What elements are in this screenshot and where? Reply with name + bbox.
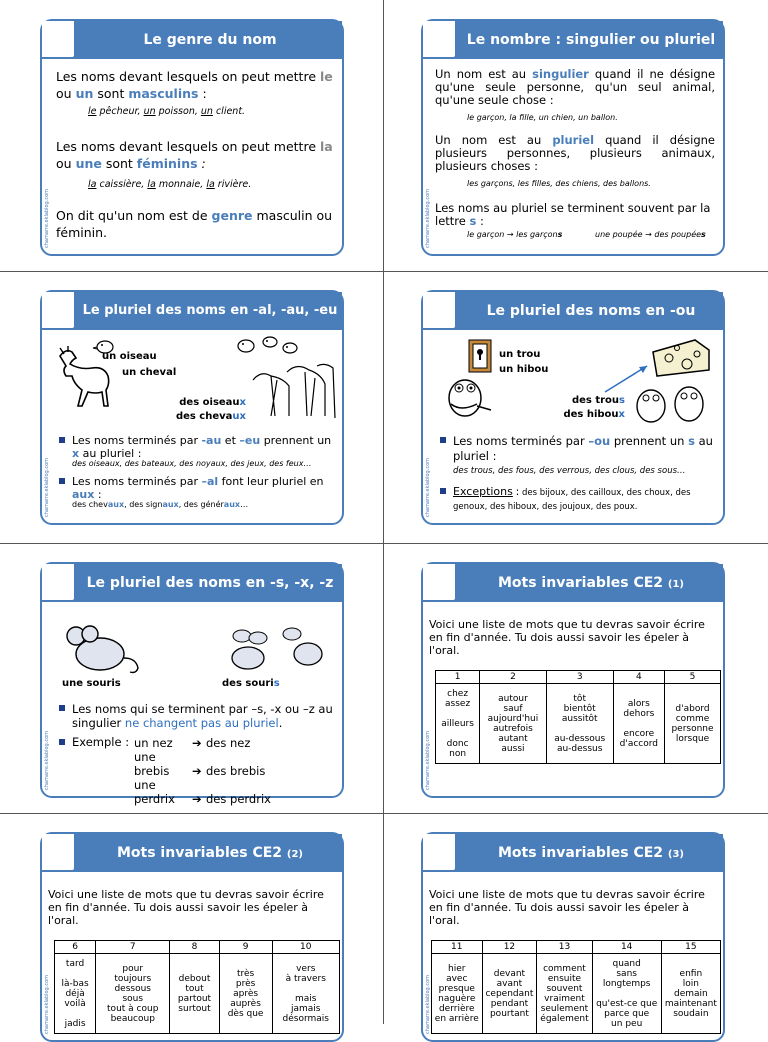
intro-text: Voici une liste de mots que tu devras savoir écrire en fin d'année. Tu dois aussi savoir les épeler à l'oral. <box>429 618 705 657</box>
table-header-row <box>55 941 340 954</box>
exceptions-ou: Exceptions : des bijoux, des cailloux, des choux, des genoux, des hiboux, des joujoux, des poux. <box>453 485 715 514</box>
watermark: chamarre.eklablog.com <box>44 189 50 248</box>
card-nombre <box>421 19 725 256</box>
example-s-2: une poupée → des poupées <box>595 230 706 239</box>
card-body <box>42 604 342 806</box>
card-body <box>423 604 723 796</box>
table-header: 15 <box>661 941 720 954</box>
grid-divider-row1 <box>0 271 768 272</box>
table-cell: debout tout partout surtout <box>170 954 219 1034</box>
table-cell: hier avec presque naguère derrière en arrière <box>432 954 483 1034</box>
words-table <box>431 940 721 1034</box>
card-pluriel-ou <box>421 290 725 525</box>
card-pluriel-al-au-eu <box>40 290 344 525</box>
card-mots-invariables-2 <box>40 832 344 1042</box>
table-header: 14 <box>592 941 661 954</box>
watermark: chamarre.eklablog.com <box>44 731 50 790</box>
table-cell: très près après auprès dès que <box>219 954 272 1034</box>
rule-feminin: Les noms devant lesquels on peut mettre la ou une sont féminins : <box>56 139 333 171</box>
table-header: 12 <box>482 941 537 954</box>
table-cell: pour toujours dessous sous tout à coup beaucoup <box>96 954 170 1034</box>
table-row <box>432 954 721 1034</box>
label-un-cheval: un cheval <box>122 367 177 378</box>
label-un-oiseau: un oiseau <box>102 351 157 362</box>
watermark: chamarre.eklablog.com <box>44 458 50 517</box>
label-une-souris: une souris <box>62 678 121 689</box>
table-header: 7 <box>96 941 170 954</box>
table-header: 2 <box>480 671 546 684</box>
grid-divider-row2 <box>0 543 768 544</box>
card-body <box>42 332 342 523</box>
watermark: chamarre.eklablog.com <box>425 458 431 517</box>
owls-icon <box>629 384 713 424</box>
table-cell: chez assez ailleurs donc non <box>436 684 480 764</box>
table-row <box>55 954 340 1034</box>
card-tab <box>42 564 76 602</box>
words-table <box>54 940 340 1034</box>
rule-ou: Les noms terminés par –ou prennent un s au pluriel : <box>453 434 715 464</box>
example-row: une perdrix ➔ des perdrix <box>134 778 271 806</box>
example-row: un nez ➔ des nez <box>134 736 251 750</box>
table-header: 9 <box>219 941 272 954</box>
card-tab <box>423 21 457 59</box>
table-cell: alors dehors encore d'accord <box>613 684 664 764</box>
table-header-row <box>432 941 721 954</box>
card-title: Le pluriel des noms en -ou <box>486 303 696 319</box>
table-header: 4 <box>613 671 664 684</box>
example-al: des chevaux, des signaux, des généraux… <box>72 500 249 509</box>
card-genre-du-nom <box>40 19 344 256</box>
card-mots-invariables-3 <box>421 832 725 1042</box>
rule-singulier: Un nom est au singulier quand il ne désigne qu'une seule personne, qu'un seul animal, qu'une seule chose : <box>435 67 716 107</box>
cheese-icon <box>649 336 713 378</box>
example-ou: des trous, des fous, des verrous, des clous, des sous… <box>453 466 686 476</box>
card-tab <box>42 834 76 872</box>
table-cell: vers à travers mais jamais désormais <box>272 954 339 1034</box>
words-table <box>435 670 721 764</box>
table-cell: enfin loin demain maintenant soudain <box>661 954 720 1034</box>
horses-icon <box>247 360 339 420</box>
label-un-hibou: un hibou <box>499 364 549 375</box>
example-label: Exemple : <box>72 736 152 749</box>
rule-lettre-s: Les noms au pluriel se terminent souvent par la lettre s : <box>435 201 711 228</box>
example-list <box>134 736 271 806</box>
example-s-1: le garçon → les garçons <box>467 230 563 239</box>
card-tab <box>423 292 457 330</box>
table-cell: autour sauf aujourd'hui autrefois autant aussi <box>480 684 546 764</box>
table-header: 3 <box>546 671 613 684</box>
example-au-eu: des oiseaux, des bateaux, des noyaux, des jeux, des feux… <box>72 459 312 468</box>
card-body <box>42 874 342 1040</box>
card-body <box>42 61 342 254</box>
rule-genre: On dit qu'un nom est de genre masculin ou féminin. <box>56 208 333 240</box>
rule-au-eu: Les noms terminés par -au et –eu prennent un x au pluriel : <box>72 434 334 460</box>
table-cell: devant avant cependant pendant pourtant <box>482 954 537 1034</box>
table-cell: tôt bientôt aussitôt au-dessous au-dessus <box>546 684 613 764</box>
rule-s-x-z: Les noms qui se terminent par –s, -x ou –z au singulier ne changent pas au pluriel. <box>72 702 333 730</box>
card-title: Le pluriel des noms en -al, -au, -eu <box>82 303 338 318</box>
card-body <box>423 332 723 523</box>
card-mots-invariables-1 <box>421 562 725 798</box>
card-title: Le genre du nom <box>143 32 277 48</box>
mice-icon <box>220 626 330 676</box>
table-cell: comment ensuite souvent vraiment seulement également <box>537 954 592 1034</box>
card-tab <box>423 564 457 602</box>
table-header: 11 <box>432 941 483 954</box>
label-des-hiboux: des hiboux <box>563 409 625 420</box>
example-masculin: le pêcheur, un poisson, un client. <box>88 106 246 117</box>
table-header: 13 <box>537 941 592 954</box>
label-des-oiseaux: des oiseaux <box>179 397 246 408</box>
grid-divider-row3 <box>0 813 768 814</box>
card-title: Le pluriel des noms en -s, -x, -z <box>86 575 334 591</box>
example-feminin: la caissière, la monnaie, la rivière. <box>88 179 252 190</box>
table-row <box>436 684 721 764</box>
table-cell: quand sans longtemps qu'est-ce que parce que un peu <box>592 954 661 1034</box>
example-row: une brebis ➔ des brebis <box>134 750 266 778</box>
watermark: chamarre.eklablog.com <box>425 975 431 1034</box>
label-des-souris: des souris <box>222 678 280 689</box>
table-header: 10 <box>272 941 339 954</box>
owl-icon <box>437 370 497 420</box>
card-body <box>423 61 723 254</box>
mouse-icon <box>60 624 142 676</box>
label-des-trous: des trous <box>571 395 625 406</box>
intro-text: Voici une liste de mots que tu devras savoir écrire en fin d'année. Tu dois aussi savoir les épeler à l'oral. <box>48 888 324 927</box>
grid-divider-vertical <box>383 0 384 1024</box>
rule-al: Les noms terminés par –al font leur pluriel en aux : <box>72 475 334 501</box>
card-pluriel-s-x-z <box>40 562 344 806</box>
table-cell: d'abord comme personne lorsque <box>665 684 721 764</box>
table-header-row <box>436 671 721 684</box>
card-title: Mots invariables CE2 (1) <box>497 575 685 591</box>
table-header: 6 <box>55 941 96 954</box>
watermark: chamarre.eklablog.com <box>44 975 50 1034</box>
example-pluriel: les garçons, les filles, des chiens, des ballons. <box>467 179 651 188</box>
intro-text: Voici une liste de mots que tu devras savoir écrire en fin d'année. Tu dois aussi savoir les épeler à l'oral. <box>429 888 705 927</box>
card-title: Mots invariables CE2 (2) <box>116 845 304 861</box>
example-singulier: le garçon, la fille, un chien, un ballon. <box>467 113 618 122</box>
card-title: Mots invariables CE2 (3) <box>497 845 685 861</box>
card-tab <box>423 834 457 872</box>
card-body <box>423 874 723 1040</box>
card-tab <box>42 21 76 59</box>
table-header: 5 <box>665 671 721 684</box>
table-header: 8 <box>170 941 219 954</box>
label-des-chevaux: des chevaux <box>175 411 246 422</box>
card-title: Le nombre : singulier ou pluriel <box>466 32 716 48</box>
watermark: chamarre.eklablog.com <box>425 189 431 248</box>
label-un-trou: un trou <box>499 349 541 360</box>
card-tab <box>42 292 76 330</box>
keyhole-icon <box>467 338 495 374</box>
table-cell: tard là-bas déjà voilà jadis <box>55 954 96 1034</box>
table-header: 1 <box>436 671 480 684</box>
rule-masculin: Les noms devant lesquels on peut mettre le ou un sont masculins : <box>56 69 333 101</box>
rule-pluriel: Un nom est au pluriel quand il désigne plusieurs personnes, plusieurs animaux, plusieurs choses : <box>435 133 715 173</box>
watermark: chamarre.eklablog.com <box>425 731 431 790</box>
birds-icon <box>232 332 302 362</box>
